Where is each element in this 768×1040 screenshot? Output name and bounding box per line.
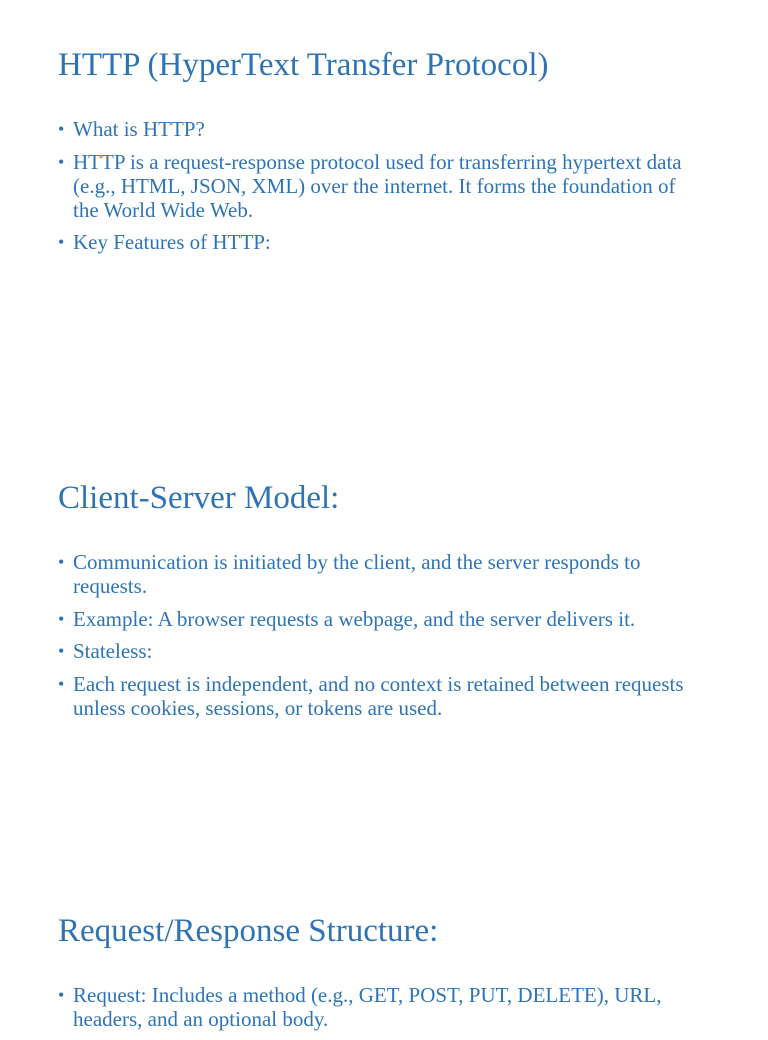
bullet-icon: • <box>58 673 65 694</box>
bullet-icon: • <box>58 552 65 572</box>
bullet-text: Communication is initiated by the client, and the server responds to requests. <box>73 550 641 598</box>
bullet-list <box>58 550 698 728</box>
bullet-item <box>58 230 698 254</box>
bullet-text: Key Features of HTTP: <box>73 230 271 254</box>
bullet-text: Example: A browser requests a webpage, and the server delivers it. <box>73 606 636 631</box>
bullet-text: Stateless: <box>73 639 153 663</box>
bullet-item <box>58 672 698 720</box>
bullet-icon: • <box>58 151 65 172</box>
bullet-item <box>58 150 698 222</box>
bullet-text: Each request is independent, and no context is retained between requests unless cookies, sessions, or tokens are used. <box>73 671 684 720</box>
bullet-icon: • <box>58 608 65 629</box>
bullet-icon: • <box>58 119 65 139</box>
bullet-text: What is HTTP? <box>73 117 205 141</box>
bullet-list <box>58 983 698 1040</box>
bullet-icon: • <box>58 641 65 661</box>
bullet-item <box>58 550 698 598</box>
slide-title: HTTP (HyperText Transfer Protocol) <box>58 47 549 83</box>
bullet-list <box>58 117 698 263</box>
bullet-icon: • <box>58 985 65 1005</box>
bullet-item <box>58 639 698 663</box>
bullet-item <box>58 607 698 631</box>
bullet-icon: • <box>58 232 65 252</box>
bullet-text: HTTP is a request-response protocol used for transferring hypertext data (e.g., HTML, JSON, XML) over the internet. It forms the foundation of the World Wide Web. <box>73 149 682 222</box>
bullet-item <box>58 117 698 141</box>
bullet-text: Request: Includes a method (e.g., GET, POST, PUT, DELETE), URL, headers, and an optional body. <box>73 983 662 1031</box>
slide-title: Client-Server Model: <box>58 480 340 516</box>
slide-title: Request/Response Structure: <box>58 913 439 949</box>
